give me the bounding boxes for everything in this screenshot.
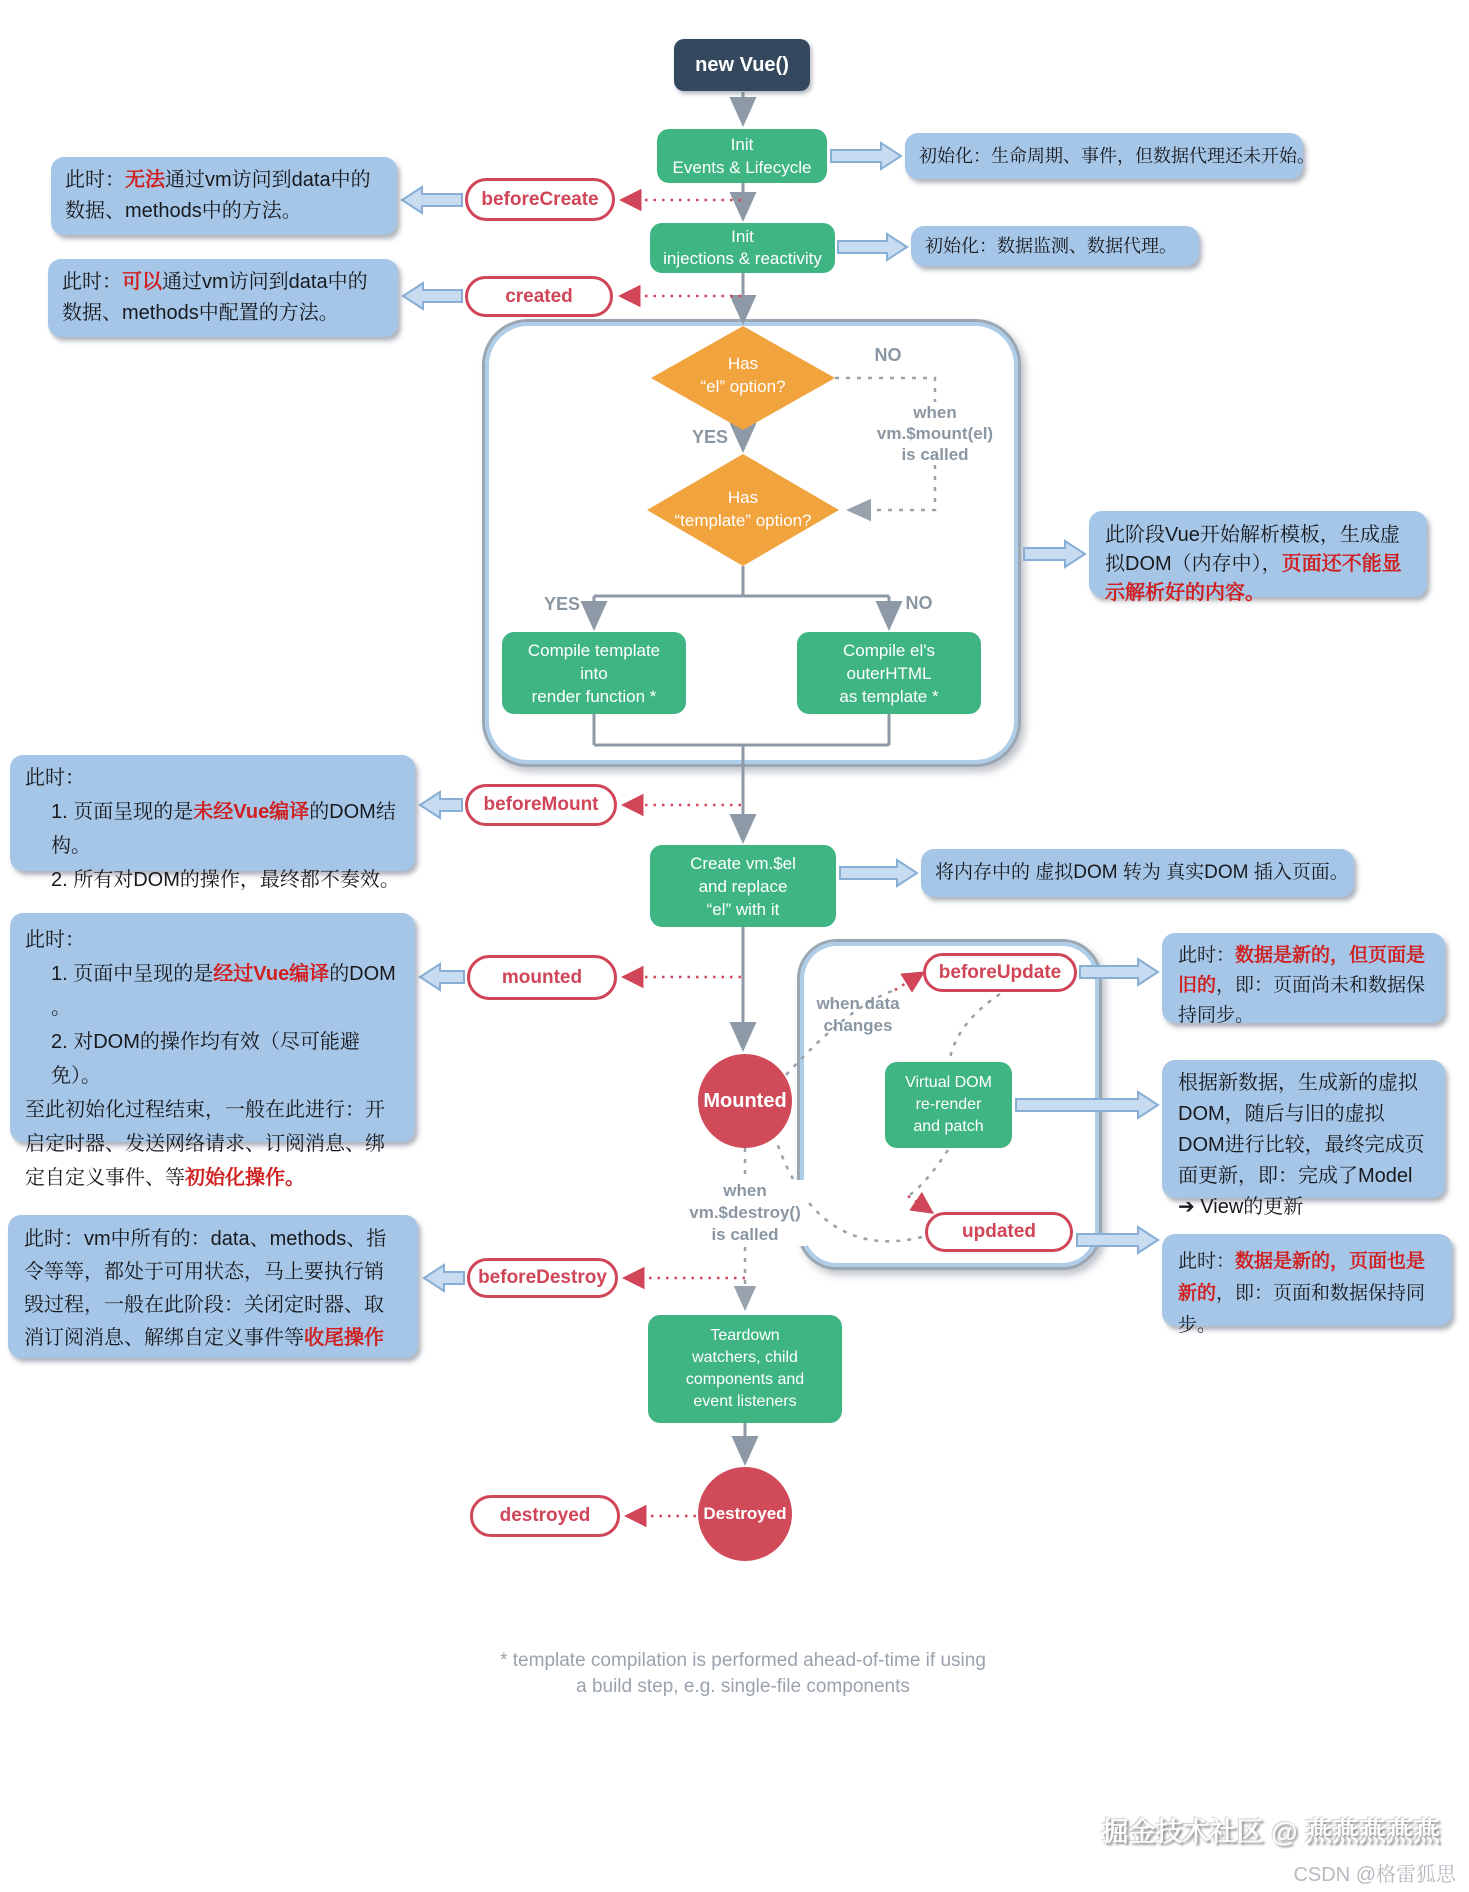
hook-before-update: beforeUpdate — [923, 953, 1077, 992]
hook-destroyed: destroyed — [470, 1495, 620, 1537]
hook-created: created — [465, 276, 613, 317]
node-mounted-circle: Mounted — [698, 1054, 792, 1148]
arrow-updated-right — [1077, 1227, 1158, 1253]
hook-mounted: mounted — [467, 955, 617, 1000]
hook-updated: updated — [925, 1212, 1073, 1252]
curve-vdom-updated — [908, 1150, 948, 1196]
node-init-injections: Init injections & reactivity — [650, 223, 835, 273]
note-updated: 此时：数据是新的，页面也是新的，即：页面和数据保持同步。 — [1162, 1234, 1452, 1326]
arrow-beforedestroy-left — [424, 1265, 464, 1291]
footnote-template-compilation: * template compilation is performed ahead-of-time if using a build step, e.g. single-file components — [500, 1650, 986, 1697]
arrow-init-right — [831, 143, 901, 169]
arrow-beforecreate-left — [402, 187, 462, 213]
note-before-mount: 此时： 1. 页面呈现的是未经Vue编译的DOM结构。 2. 所有对DOM的操作，最终都不奏效。 — [10, 755, 415, 871]
label-yes-2: YES — [543, 594, 581, 614]
hook-before-mount: beforeMount — [465, 784, 617, 826]
arrow-beforeupdate-right — [1080, 959, 1158, 985]
hook-line-beforeupdate — [895, 974, 921, 990]
label-yes-1: YES — [691, 427, 729, 447]
hook-before-create: beforeCreate — [465, 178, 615, 221]
note-created: 此时：可以通过vm访问到data中的数据、methods中配置的方法。 — [48, 259, 398, 337]
node-compile-template: Compile template into render function * — [502, 632, 686, 714]
note-before-destroy: 此时：vm中所有的：data、methods、指令等等，都处于可用状态，马上要执行销毁过程，一般在此阶段：关闭定时器、取消订阅消息、解绑自定义事件等收尾操作 — [8, 1215, 418, 1358]
arrow-mounted-left — [420, 964, 464, 990]
note-virtual-dom-patch: 根据新数据，生成新的虚拟DOM，随后与旧的虚拟DOM进行比较，最终完成页面更新，即：完成了Model ➔ View的更新 — [1162, 1060, 1445, 1198]
note-before-create: 此时：无法通过vm访问到data中的数据、methods中的方法。 — [51, 157, 397, 235]
node-compile-el: Compile el's outerHTML as template * — [797, 632, 981, 714]
arrow-container-right — [1024, 541, 1085, 567]
hook-line-updated — [908, 1196, 930, 1211]
arrow-beforemount-left — [420, 792, 462, 818]
diamond-has-template-label: Has “template” option? — [674, 488, 812, 530]
label-no-1: NO — [874, 345, 902, 365]
label-no-2: NO — [905, 593, 933, 613]
arrow-vdom-right — [1016, 1092, 1158, 1118]
diamond-has-el-label: Has “el” option? — [700, 354, 786, 396]
arrow-createel-right — [840, 860, 917, 886]
node-create-vm-el: Create vm.$el and replace “el” with it — [650, 845, 836, 927]
hook-before-destroy: beforeDestroy — [467, 1258, 618, 1298]
node-virtual-dom: Virtual DOM re-render and patch — [885, 1062, 1012, 1148]
curve-beforeupdate-vdom — [950, 994, 1000, 1058]
note-init-injections: 初始化：数据监测、数据代理。 — [911, 226, 1199, 266]
arrow-init2-right — [838, 234, 907, 260]
line-compile-join — [594, 714, 889, 745]
node-teardown: Teardown watchers, child components and event listeners — [648, 1315, 842, 1423]
watermark-csdn: CSDN @格雷狐思 — [1293, 1864, 1456, 1886]
label-when-destroy: when vm.$destroy() is called — [683, 1180, 807, 1246]
note-create-vm-el: 将内存中的 虚拟DOM 转为 真实DOM 插入页面。 — [921, 849, 1354, 897]
note-init-events: 初始化：生命周期、事件，但数据代理还未开始。 — [905, 133, 1303, 179]
watermark-juejin: 掘金技术社区 @ 燕燕燕燕燕 — [1101, 1817, 1440, 1847]
note-before-update: 此时：数据是新的，但页面是旧的，即：页面尚未和数据保持同步。 — [1162, 933, 1445, 1023]
node-new-vue: new Vue() — [674, 39, 810, 91]
line-diamond2-split — [594, 566, 889, 596]
label-when-data-changes: when data changes — [816, 994, 900, 1035]
arrow-created-left — [403, 283, 462, 309]
node-init-events: Init Events & Lifecycle — [657, 129, 827, 183]
node-destroyed-circle: Destroyed — [698, 1467, 792, 1561]
note-parse-template: 此阶段Vue开始解析模板，生成虚拟DOM（内存中），页面还不能显示解析好的内容。 — [1089, 511, 1427, 597]
note-mounted: 此时： 1. 页面中呈现的是经过Vue编译的DOM 。 2. 对DOM的操作均有效（尽可能避免）。 至此初始化过程结束，一般在此进行：开启定时器、发送网络请求、订阅消息、绑定自定义事件、等初始化操作。 — [10, 913, 415, 1142]
label-when-mount: when vm.$mount(el) is called — [858, 402, 1012, 465]
